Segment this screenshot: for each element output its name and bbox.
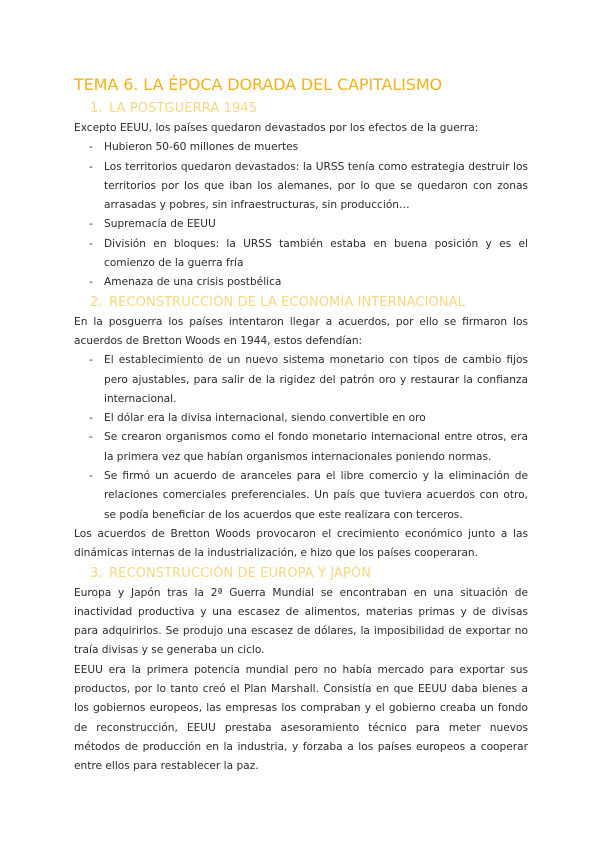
dash-marker: -	[89, 412, 93, 425]
page-title: TEMA 6. LA ÉPOCA DORADA DEL CAPITALISMO	[74, 75, 443, 94]
list-item	[74, 409, 528, 428]
dash-marker: -	[89, 237, 93, 250]
dash-marker: -	[89, 431, 93, 444]
list-item	[74, 273, 528, 292]
paragraph: Europa y Japón tras la 2ª Guerra Mundial se encontraban en una situación de inactividad productiva y una escasez de alimentos, materias primas y de divisas para adquirirlos. Se produjo una escasez de dólares, la imposibilidad de exportar no traía divisas y se generaba un ciclo.	[74, 586, 528, 657]
bullet-list	[74, 138, 528, 292]
section-heading-text: RECONSTRUCCIÓN DE EUROPA Y JAPÓN	[109, 565, 372, 581]
section-heading-reconstruccion-economia	[74, 293, 528, 313]
dash-marker: -	[89, 276, 93, 289]
section-number: 3.	[90, 565, 103, 581]
dash-marker: -	[89, 218, 93, 231]
list-item	[74, 235, 528, 274]
paragraph: EEUU era la primera potencia mundial pero no había mercado para exportar sus productos, por lo tanto creó el Plan Marshall. Consistía en que EEUU daba bienes a los gobiernos europeos, las empresas los compraban y el gobierno creaba un fondo de reconstrucción, EEUU prestaba asesoramiento técnico para meter nuevos métodos de producción en la industria, y forzaba a los países europeos a cooperar entre ellos para restablecer la paz.	[74, 663, 528, 773]
section-heading-reconstruccion-europa	[74, 564, 528, 584]
section-heading-text: RECONSTRUCCIÓN DE LA ECONOMÍA INTERNACIONAL	[109, 294, 466, 310]
list-item-text: División en bloques: la URSS también estaba en buena posición y es el comienzo de la guerra fría	[104, 237, 528, 270]
list-item	[74, 158, 528, 216]
section-number: 1.	[90, 101, 103, 116]
list-item	[74, 138, 528, 157]
list-item-text: Supremacía de EEUU	[104, 218, 216, 231]
section-intro: En la posguerra los países intentaron llegar a acuerdos, por ello se firmaron los acuerdos de Bretton Woods en 1944, estos defendían:	[74, 315, 528, 347]
bullet-list	[74, 351, 528, 525]
dash-marker: -	[89, 470, 93, 483]
list-item-text: Los territorios quedaron devastados: la URSS tenía como estrategia destruir los territorios por los que iban los alemanes, por lo que se quedaron con zonas arrasadas y pobres, sin infraestructuras, sin producción…	[104, 160, 528, 212]
section-intro: Excepto EEUU, los países quedaron devastados por los efectos de la guerra:	[74, 122, 479, 134]
list-item-text: Se firmó un acuerdo de aranceles para el libre comercio y la eliminación de relaciones comerciales preferenciales. Un país que tuviera acuerdos con otro, se podía beneficiar de los acuerdos que este realizara con terceros.	[104, 470, 528, 521]
dash-marker: -	[89, 141, 93, 154]
list-item-text: Amenaza de una crisis postbélica	[104, 276, 282, 289]
list-item-text: El dólar era la divisa internacional, siendo convertible en oro	[104, 412, 426, 425]
section-heading-postguerra	[74, 99, 528, 119]
section-heading-text: LA POSTGUERRA 1945	[109, 101, 258, 116]
list-item-text: Se crearon organismos como el fondo monetario internacional entre otros, era la primera vez que habían organismos internacionales poniendo normas.	[104, 431, 528, 463]
list-item-text: Hubieron 50-60 millones de muertes	[104, 141, 299, 154]
section-number: 2.	[90, 294, 103, 310]
dash-marker: -	[89, 354, 93, 367]
list-item	[74, 215, 528, 234]
section-outro: Los acuerdos de Bretton Woods provocaron el crecimiento económico junto a las dinámicas internas de la industrialización, e hizo que los países cooperaran.	[74, 527, 528, 560]
list-item-text: El establecimiento de un nuevo sistema monetario con tipos de cambio fijos pero ajustables, para salir de la rigidez del patrón oro y restaurar la confianza internacional.	[104, 354, 528, 405]
document-page	[74, 73, 528, 777]
list-item	[74, 428, 528, 467]
dash-marker: -	[89, 160, 93, 173]
list-item	[74, 467, 528, 525]
list-item	[74, 351, 528, 409]
